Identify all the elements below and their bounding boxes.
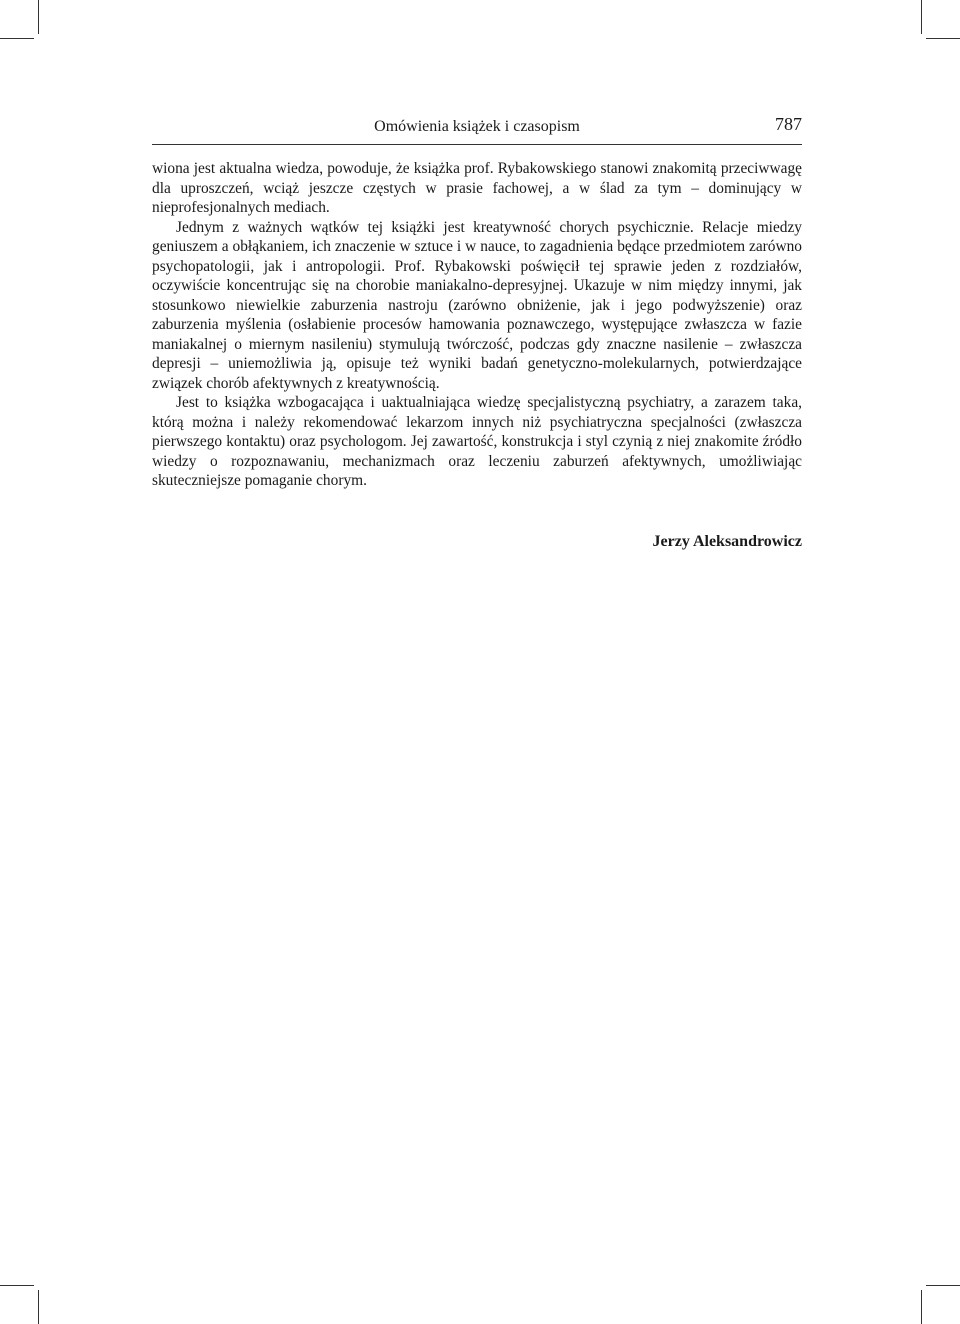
crop-mark-top-left-h <box>0 38 34 39</box>
paragraph: Jest to książka wzbogacająca i uaktualniająca wiedzę specjalistyczną psychiatry, a zarazem taka, którą można i należy rekomendować lekarzom innych niż psychiatryczna specjalności (zwłaszcza pierwszego kontaktu) oraz psychologom. Jej zawartość, konstrukcja i styl czynią z niej znakomite źródło wiedzy o rozpoznawaniu, mechanizmach oraz leczeniu zaburzeń afektywnych, umożliwiając skuteczniejsze pomaganie chorym. <box>152 394 802 489</box>
crop-mark-top-right-h <box>926 38 960 39</box>
crop-mark-bottom-left-h <box>0 1285 34 1286</box>
crop-mark-top-right <box>921 0 922 34</box>
article-body <box>152 159 802 491</box>
crop-mark-top-left <box>38 0 39 34</box>
crop-mark-bottom-left <box>38 1290 39 1324</box>
page-number: 787 <box>775 114 802 134</box>
page-header <box>152 114 802 145</box>
crop-mark-bottom-right <box>921 1290 922 1324</box>
running-title: Omówienia książek i czasopism <box>374 118 580 135</box>
crop-mark-bottom-right-h <box>926 1285 960 1286</box>
paragraph: Jednym z ważnych wątków tej książki jest kreatywność chorych psychicznie. Relacje miedzy geniuszem a obłąkaniem, ich znaczenie w sztuce i w nauce, to zagadnienia będące przedmiotem zarówno psychopatologii, jak i antropologii. Prof. Rybakowski poświęcił tej sprawie jeden z rozdziałów, oczywiście koncentrując się na chorobie maniakalno-depresyjnej. Ukazuje w nim między innymi, jak stosunkowo niewielkie zaburzenia nastroju (zarówno obniżenie, jak i jego podwyższenie) oraz zaburzenia myślenia (osłabienie procesów hamowania poznawczego, występujące zwłaszcza w fazie maniakalnej o miernym nasileniu) stymulują twórczość, podczas gdy znaczne nasilenie – zwłaszcza depresji – uniemożliwia ją, opisuje też wyniki badań genetyczno-molekularnych, potwierdzające związek chorób afektywnych z kreatywnością. <box>152 218 802 392</box>
paragraph-continuation: wiona jest aktualna wiedza, powoduje, że książka prof. Rybakowskiego stanowi znakomitą przeciwwagę dla uproszczeń, wciąż jeszcze częstych w prasie fachowej, a w ślad za tym – dominujący w nieprofesjonalnych mediach. <box>152 160 802 216</box>
author-signature: Jerzy Aleksandrowicz <box>652 533 802 550</box>
